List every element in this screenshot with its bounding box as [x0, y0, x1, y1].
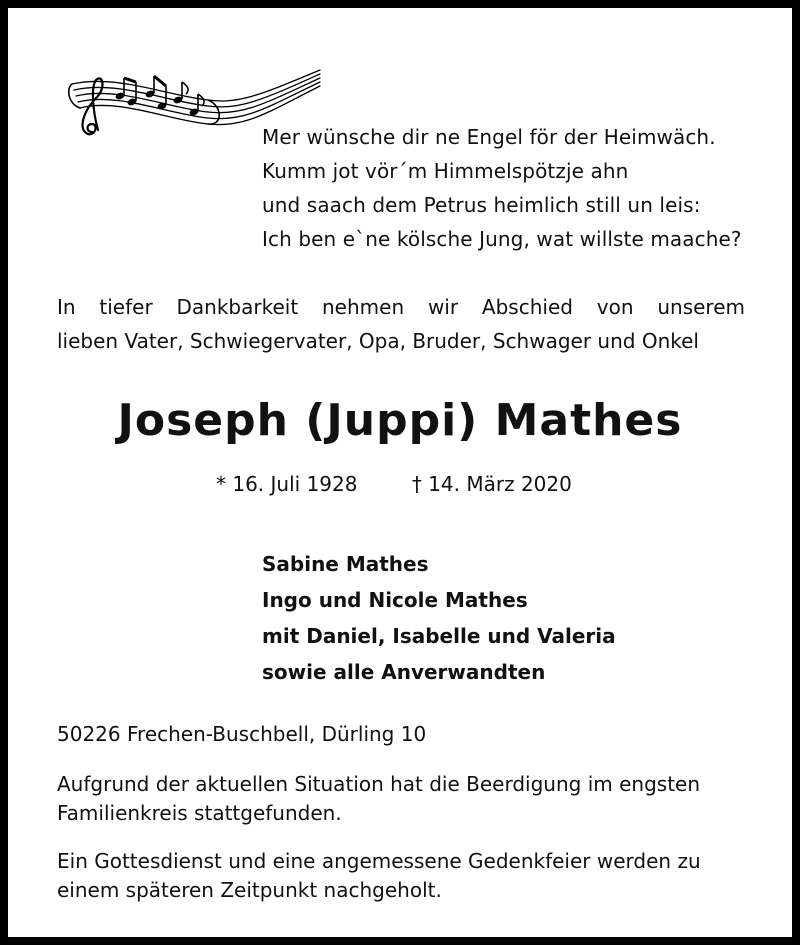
mourner-line: Sabine Mathes [262, 552, 429, 576]
service-note [57, 847, 757, 905]
poem [262, 120, 742, 256]
life-dates [216, 471, 572, 497]
mourners-list [262, 546, 616, 690]
note-line: einem späteren Zeitpunkt nachgeholt. [57, 878, 442, 902]
poem-line: und saach dem Petrus heimlich still un leis: [262, 193, 701, 217]
note-line: Familienkreis stattgefunden. [57, 801, 342, 825]
mourner-line: sowie alle Anverwandten [262, 660, 546, 684]
note-line: Ein Gottesdienst und eine angemessene Gedenkfeier werden zu [57, 849, 701, 873]
address: 50226 Frechen-Buschbell, Dürling 10 [57, 722, 427, 746]
intro-line: In tiefer Dankbarkeit nehmen wir Abschied von unserem [57, 295, 745, 319]
poem-line: Ich ben e`ne kölsche Jung, wat willste maache? [262, 227, 742, 251]
poem-line: Kumm jot vör´m Himmelspötzje ahn [262, 159, 629, 183]
funeral-note [57, 770, 757, 828]
intro-line: lieben Vater, Schwiegervater, Opa, Bruder, Schwager und Onkel [57, 329, 699, 353]
deceased-name: Joseph (Juppi) Mathes [117, 395, 683, 446]
note-line: Aufgrund der aktuellen Situation hat die Beerdigung im engsten [57, 772, 701, 796]
mourner-line: mit Daniel, Isabelle und Valeria [262, 624, 616, 648]
death-date: † 14. März 2020 [411, 472, 572, 496]
intro-text [57, 290, 745, 358]
poem-line: Mer wünsche dir ne Engel för der Heimwäch. [262, 125, 716, 149]
mourner-line: Ingo und Nicole Mathes [262, 588, 528, 612]
birth-date: * 16. Juli 1928 [216, 472, 358, 496]
